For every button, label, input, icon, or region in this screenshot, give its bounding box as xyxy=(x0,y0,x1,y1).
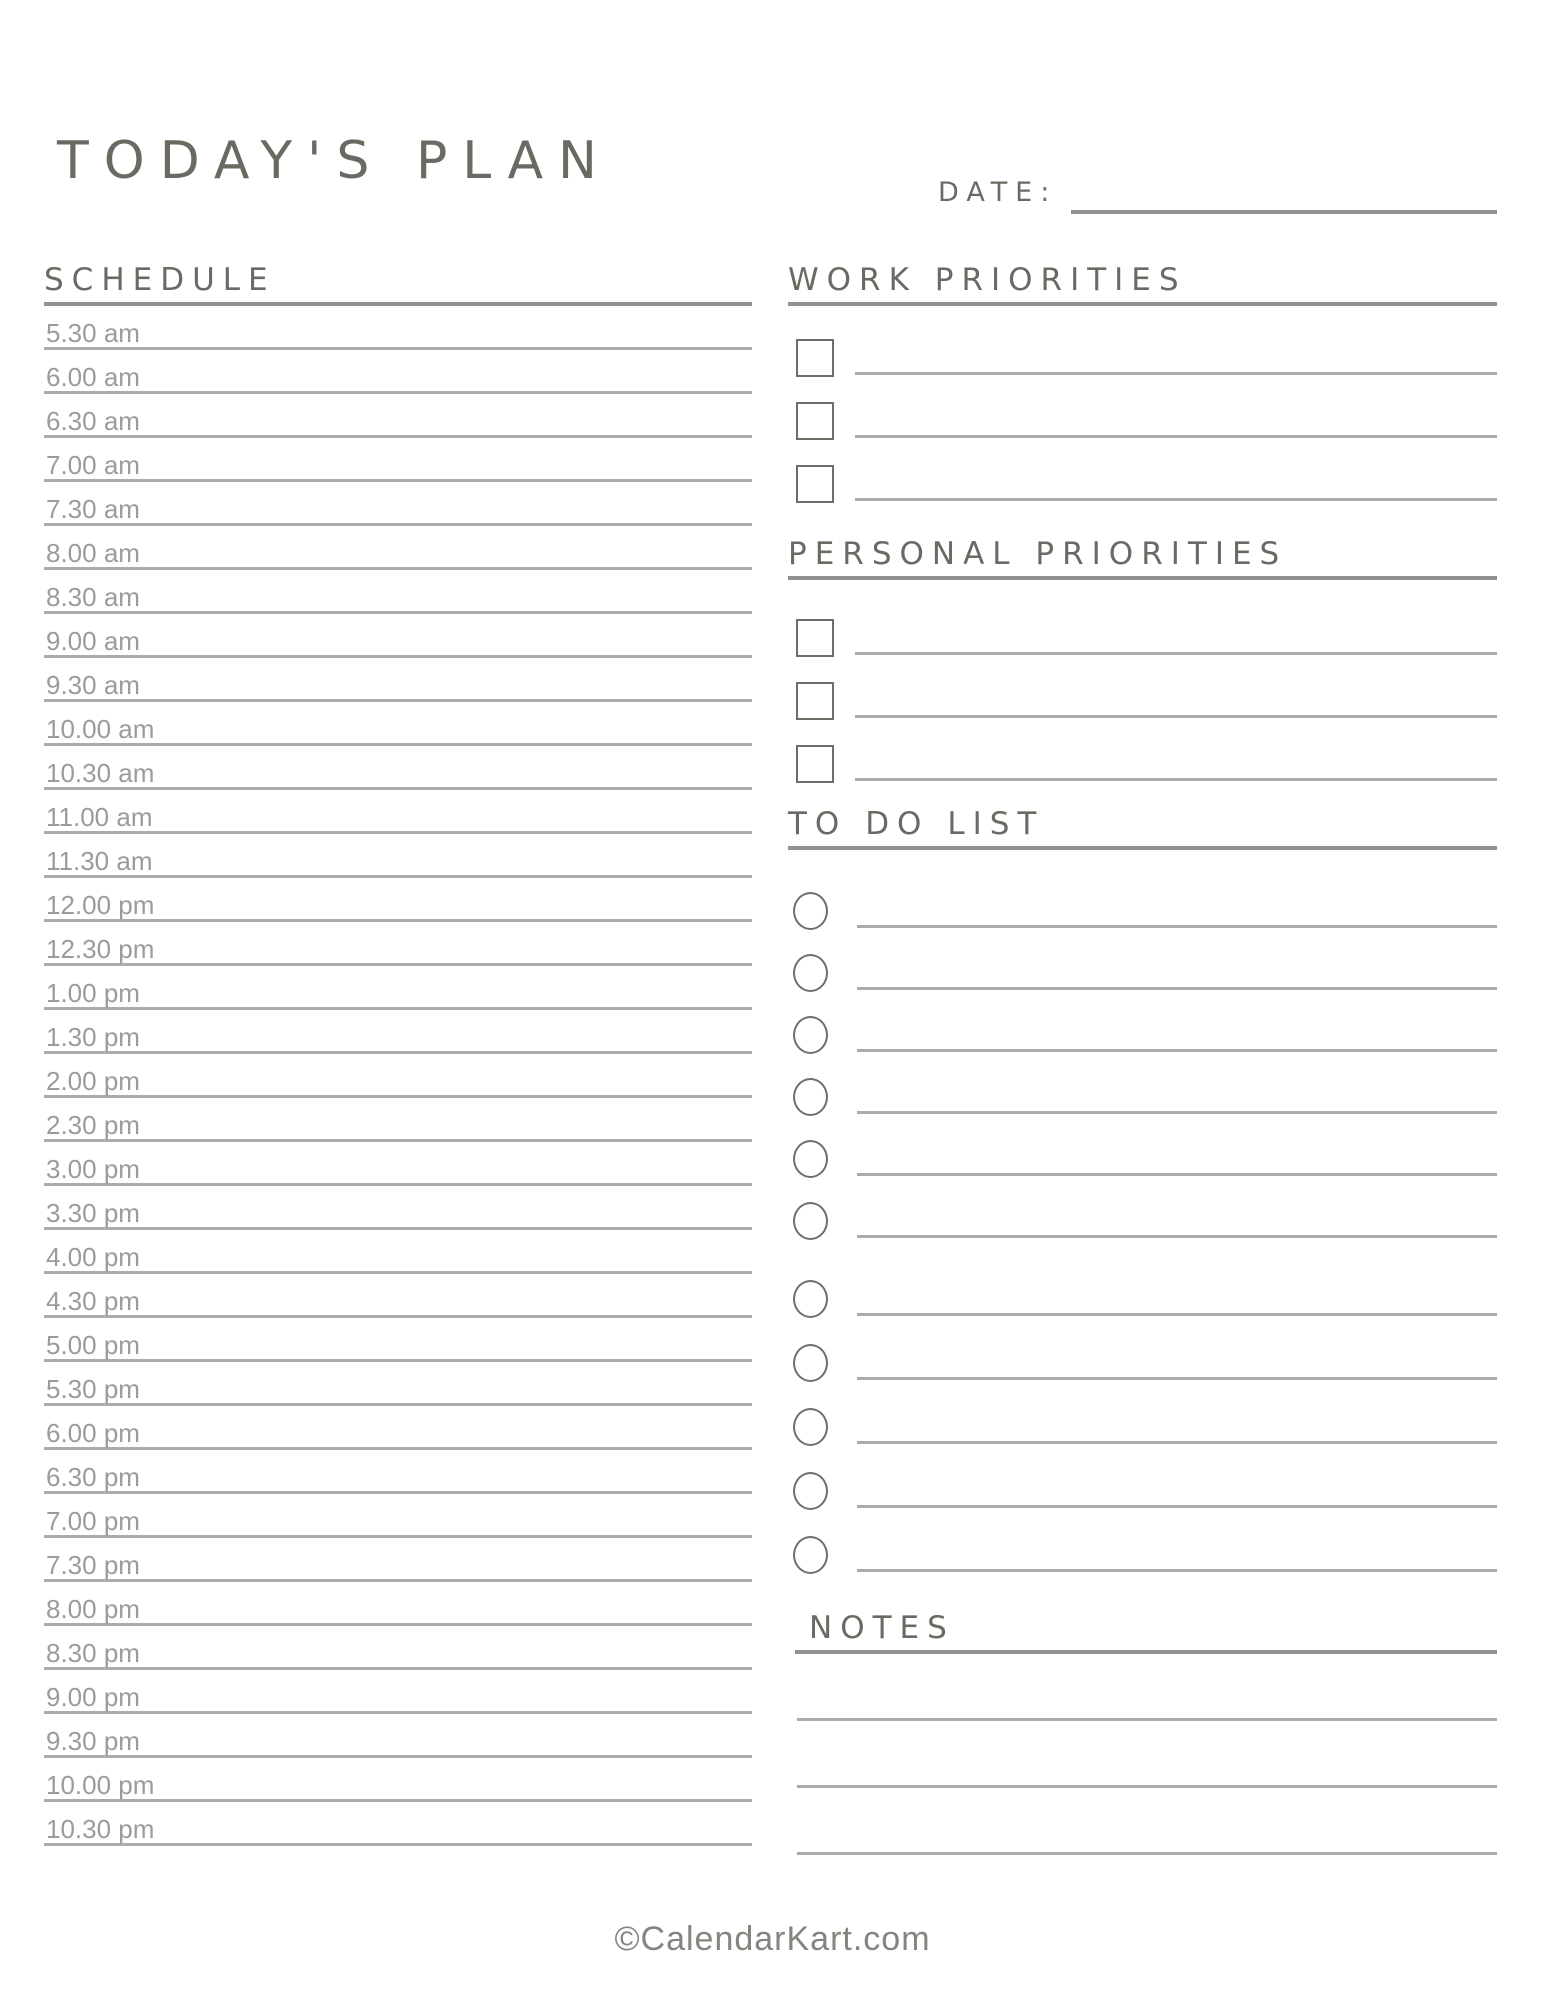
date-field xyxy=(938,178,1497,208)
schedule-entry-line[interactable] xyxy=(44,878,752,922)
schedule-entry-line[interactable] xyxy=(44,526,752,570)
notes-input-line[interactable] xyxy=(797,1852,1497,1855)
schedule-entry-line[interactable] xyxy=(44,834,752,878)
work-priority-checkbox[interactable] xyxy=(796,465,834,503)
date-input-line[interactable] xyxy=(1071,210,1497,214)
todo-row xyxy=(788,1016,1497,1054)
personal-priority-row xyxy=(788,682,1497,720)
todo-circle[interactable] xyxy=(793,892,828,930)
schedule-entry-line[interactable] xyxy=(44,1450,752,1494)
schedule-entry-line[interactable] xyxy=(44,702,752,746)
todo-circle[interactable] xyxy=(793,1078,828,1116)
schedule-entry-line[interactable] xyxy=(44,1054,752,1098)
schedule-entry-line[interactable] xyxy=(44,1318,752,1362)
schedule-time-label: 12.00 pm xyxy=(46,890,155,920)
work-priority-input-line[interactable] xyxy=(855,498,1497,501)
personal-priority-checkbox[interactable] xyxy=(796,619,834,657)
schedule-entry-line[interactable] xyxy=(44,570,752,614)
todo-circle[interactable] xyxy=(793,1140,828,1178)
work-priority-input-line[interactable] xyxy=(855,372,1497,375)
todo-input-line[interactable] xyxy=(857,1313,1497,1316)
todo-row xyxy=(788,892,1497,930)
schedule-time-label: 6.30 pm xyxy=(46,1462,140,1492)
todo-input-line[interactable] xyxy=(857,1505,1497,1508)
schedule-entry-line[interactable] xyxy=(44,1230,752,1274)
schedule-time-label: 9.00 pm xyxy=(46,1682,140,1712)
personal-priorities-section xyxy=(788,536,1497,783)
work-priority-checkbox[interactable] xyxy=(796,402,834,440)
todo-input-line[interactable] xyxy=(857,1569,1497,1572)
schedule-time-label: 1.00 pm xyxy=(46,978,140,1008)
personal-priority-checkbox[interactable] xyxy=(796,682,834,720)
schedule-entry-line[interactable] xyxy=(44,746,752,790)
schedule-entry-line[interactable] xyxy=(44,1274,752,1318)
work-priorities-section xyxy=(788,262,1497,503)
todo-row xyxy=(788,954,1497,992)
schedule-entry-line[interactable] xyxy=(44,394,752,438)
schedule-entry-line[interactable] xyxy=(44,1010,752,1054)
personal-priority-input-line[interactable] xyxy=(855,652,1497,655)
schedule-entry-line[interactable] xyxy=(44,922,752,966)
todo-circle[interactable] xyxy=(793,1472,828,1510)
todo-row xyxy=(788,1078,1497,1116)
schedule-time-label: 2.30 pm xyxy=(46,1110,140,1140)
schedule-time-label: 9.00 am xyxy=(46,626,140,656)
schedule-time-label: 10.00 am xyxy=(46,714,155,744)
notes-lines xyxy=(788,1718,1497,1855)
todo-input-line[interactable] xyxy=(857,925,1497,928)
todo-list-section xyxy=(788,806,1497,1574)
work-priority-checkbox[interactable] xyxy=(796,339,834,377)
todo-circle[interactable] xyxy=(793,1202,828,1240)
schedule-entry-line[interactable] xyxy=(44,658,752,702)
todo-circle[interactable] xyxy=(793,1016,828,1054)
schedule-time-label: 11.30 am xyxy=(46,846,153,876)
schedule-time-label: 5.30 am xyxy=(46,318,140,348)
schedule-time-label: 10.30 pm xyxy=(46,1814,155,1844)
schedule-time-label: 9.30 am xyxy=(46,670,140,700)
todo-row xyxy=(788,1344,1497,1382)
schedule-entry-line[interactable] xyxy=(44,1626,752,1670)
personal-priority-checkbox[interactable] xyxy=(796,745,834,783)
notes-input-line[interactable] xyxy=(797,1718,1497,1721)
page-title: TODAY'S PLAN xyxy=(57,131,612,191)
work-priority-input-line[interactable] xyxy=(855,435,1497,438)
schedule-entry-line[interactable] xyxy=(44,1494,752,1538)
todo-input-line[interactable] xyxy=(857,1235,1497,1238)
personal-priorities-rows xyxy=(788,619,1497,783)
todo-list-rows xyxy=(788,892,1497,1574)
schedule-time-label: 5.00 pm xyxy=(46,1330,140,1360)
todo-circle[interactable] xyxy=(793,1536,828,1574)
personal-priorities-heading: PERSONAL PRIORITIES xyxy=(788,536,1497,580)
schedule-entry-line[interactable] xyxy=(44,1670,752,1714)
schedule-section xyxy=(44,262,752,1846)
work-priority-row xyxy=(788,402,1497,440)
schedule-time-label: 10.00 pm xyxy=(46,1770,155,1800)
schedule-entry-line[interactable] xyxy=(44,350,752,394)
schedule-entry-line[interactable] xyxy=(44,1538,752,1582)
todo-row xyxy=(788,1408,1497,1446)
schedule-time-label: 7.00 am xyxy=(46,450,140,480)
schedule-time-label: 8.30 pm xyxy=(46,1638,140,1668)
work-priorities-heading: WORK PRIORITIES xyxy=(788,262,1497,306)
schedule-time-label: 12.30 pm xyxy=(46,934,155,964)
todo-row xyxy=(788,1202,1497,1240)
work-priority-row xyxy=(788,465,1497,503)
schedule-entry-line[interactable] xyxy=(44,1582,752,1626)
schedule-entry-line[interactable] xyxy=(44,1362,752,1406)
schedule-heading: SCHEDULE xyxy=(44,262,752,306)
todo-input-line[interactable] xyxy=(857,1377,1497,1380)
schedule-entry-line[interactable] xyxy=(44,614,752,658)
schedule-time-label: 6.00 pm xyxy=(46,1418,140,1448)
schedule-entry-line[interactable] xyxy=(44,1714,752,1758)
schedule-time-label: 11.00 am xyxy=(46,802,153,832)
schedule-time-label: 5.30 pm xyxy=(46,1374,140,1404)
todo-input-line[interactable] xyxy=(857,987,1497,990)
todo-circle[interactable] xyxy=(793,954,828,992)
todo-input-line[interactable] xyxy=(857,1049,1497,1052)
schedule-time-label: 8.00 am xyxy=(46,538,140,568)
schedule-time-label: 3.30 pm xyxy=(46,1198,140,1228)
todo-circle[interactable] xyxy=(793,1280,828,1318)
todo-circle[interactable] xyxy=(793,1344,828,1382)
schedule-entry-line[interactable] xyxy=(44,1406,752,1450)
personal-priority-row xyxy=(788,745,1497,783)
todo-row xyxy=(788,1472,1497,1510)
todo-input-line[interactable] xyxy=(857,1111,1497,1114)
schedule-entry-line[interactable] xyxy=(44,306,752,350)
work-priorities-rows xyxy=(788,339,1497,503)
schedule-entry-line[interactable] xyxy=(44,1802,752,1846)
schedule-time-label: 8.00 pm xyxy=(46,1594,140,1624)
notes-heading: NOTES xyxy=(795,1610,1497,1654)
schedule-time-label: 7.30 pm xyxy=(46,1550,140,1580)
schedule-entry-line[interactable] xyxy=(44,1098,752,1142)
footer-credit: ©CalendarKart.com xyxy=(614,1920,931,1958)
schedule-entry-line[interactable] xyxy=(44,790,752,834)
todo-input-line[interactable] xyxy=(857,1441,1497,1444)
schedule-entry-line[interactable] xyxy=(44,438,752,482)
date-label: DATE: xyxy=(938,177,1058,208)
schedule-time-label: 9.30 pm xyxy=(46,1726,140,1756)
notes-input-line[interactable] xyxy=(797,1785,1497,1788)
personal-priority-row xyxy=(788,619,1497,657)
schedule-entry-line[interactable] xyxy=(44,1186,752,1230)
todo-row xyxy=(788,1140,1497,1178)
schedule-time-label: 7.30 am xyxy=(46,494,140,524)
personal-priority-input-line[interactable] xyxy=(855,715,1497,718)
schedule-time-label: 10.30 am xyxy=(46,758,155,788)
todo-input-line[interactable] xyxy=(857,1173,1497,1176)
todo-row xyxy=(788,1280,1497,1318)
schedule-time-label: 2.00 pm xyxy=(46,1066,140,1096)
schedule-entry-line[interactable] xyxy=(44,482,752,526)
work-priority-row xyxy=(788,339,1497,377)
todo-row xyxy=(788,1536,1497,1574)
schedule-entry-line[interactable] xyxy=(44,966,752,1010)
schedule-rows xyxy=(44,306,752,1846)
schedule-time-label: 4.00 pm xyxy=(46,1242,140,1272)
notes-section xyxy=(788,1610,1497,1855)
schedule-time-label: 6.30 am xyxy=(46,406,140,436)
schedule-time-label: 6.00 am xyxy=(46,362,140,392)
schedule-entry-line[interactable] xyxy=(44,1142,752,1186)
schedule-time-label: 1.30 pm xyxy=(46,1022,140,1052)
schedule-time-label: 4.30 pm xyxy=(46,1286,140,1316)
todo-list-heading: TO DO LIST xyxy=(788,806,1497,850)
schedule-time-label: 7.00 pm xyxy=(46,1506,140,1536)
todo-circle[interactable] xyxy=(793,1408,828,1446)
schedule-entry-line[interactable] xyxy=(44,1758,752,1802)
schedule-time-label: 3.00 pm xyxy=(46,1154,140,1184)
personal-priority-input-line[interactable] xyxy=(855,778,1497,781)
schedule-time-label: 8.30 am xyxy=(46,582,140,612)
